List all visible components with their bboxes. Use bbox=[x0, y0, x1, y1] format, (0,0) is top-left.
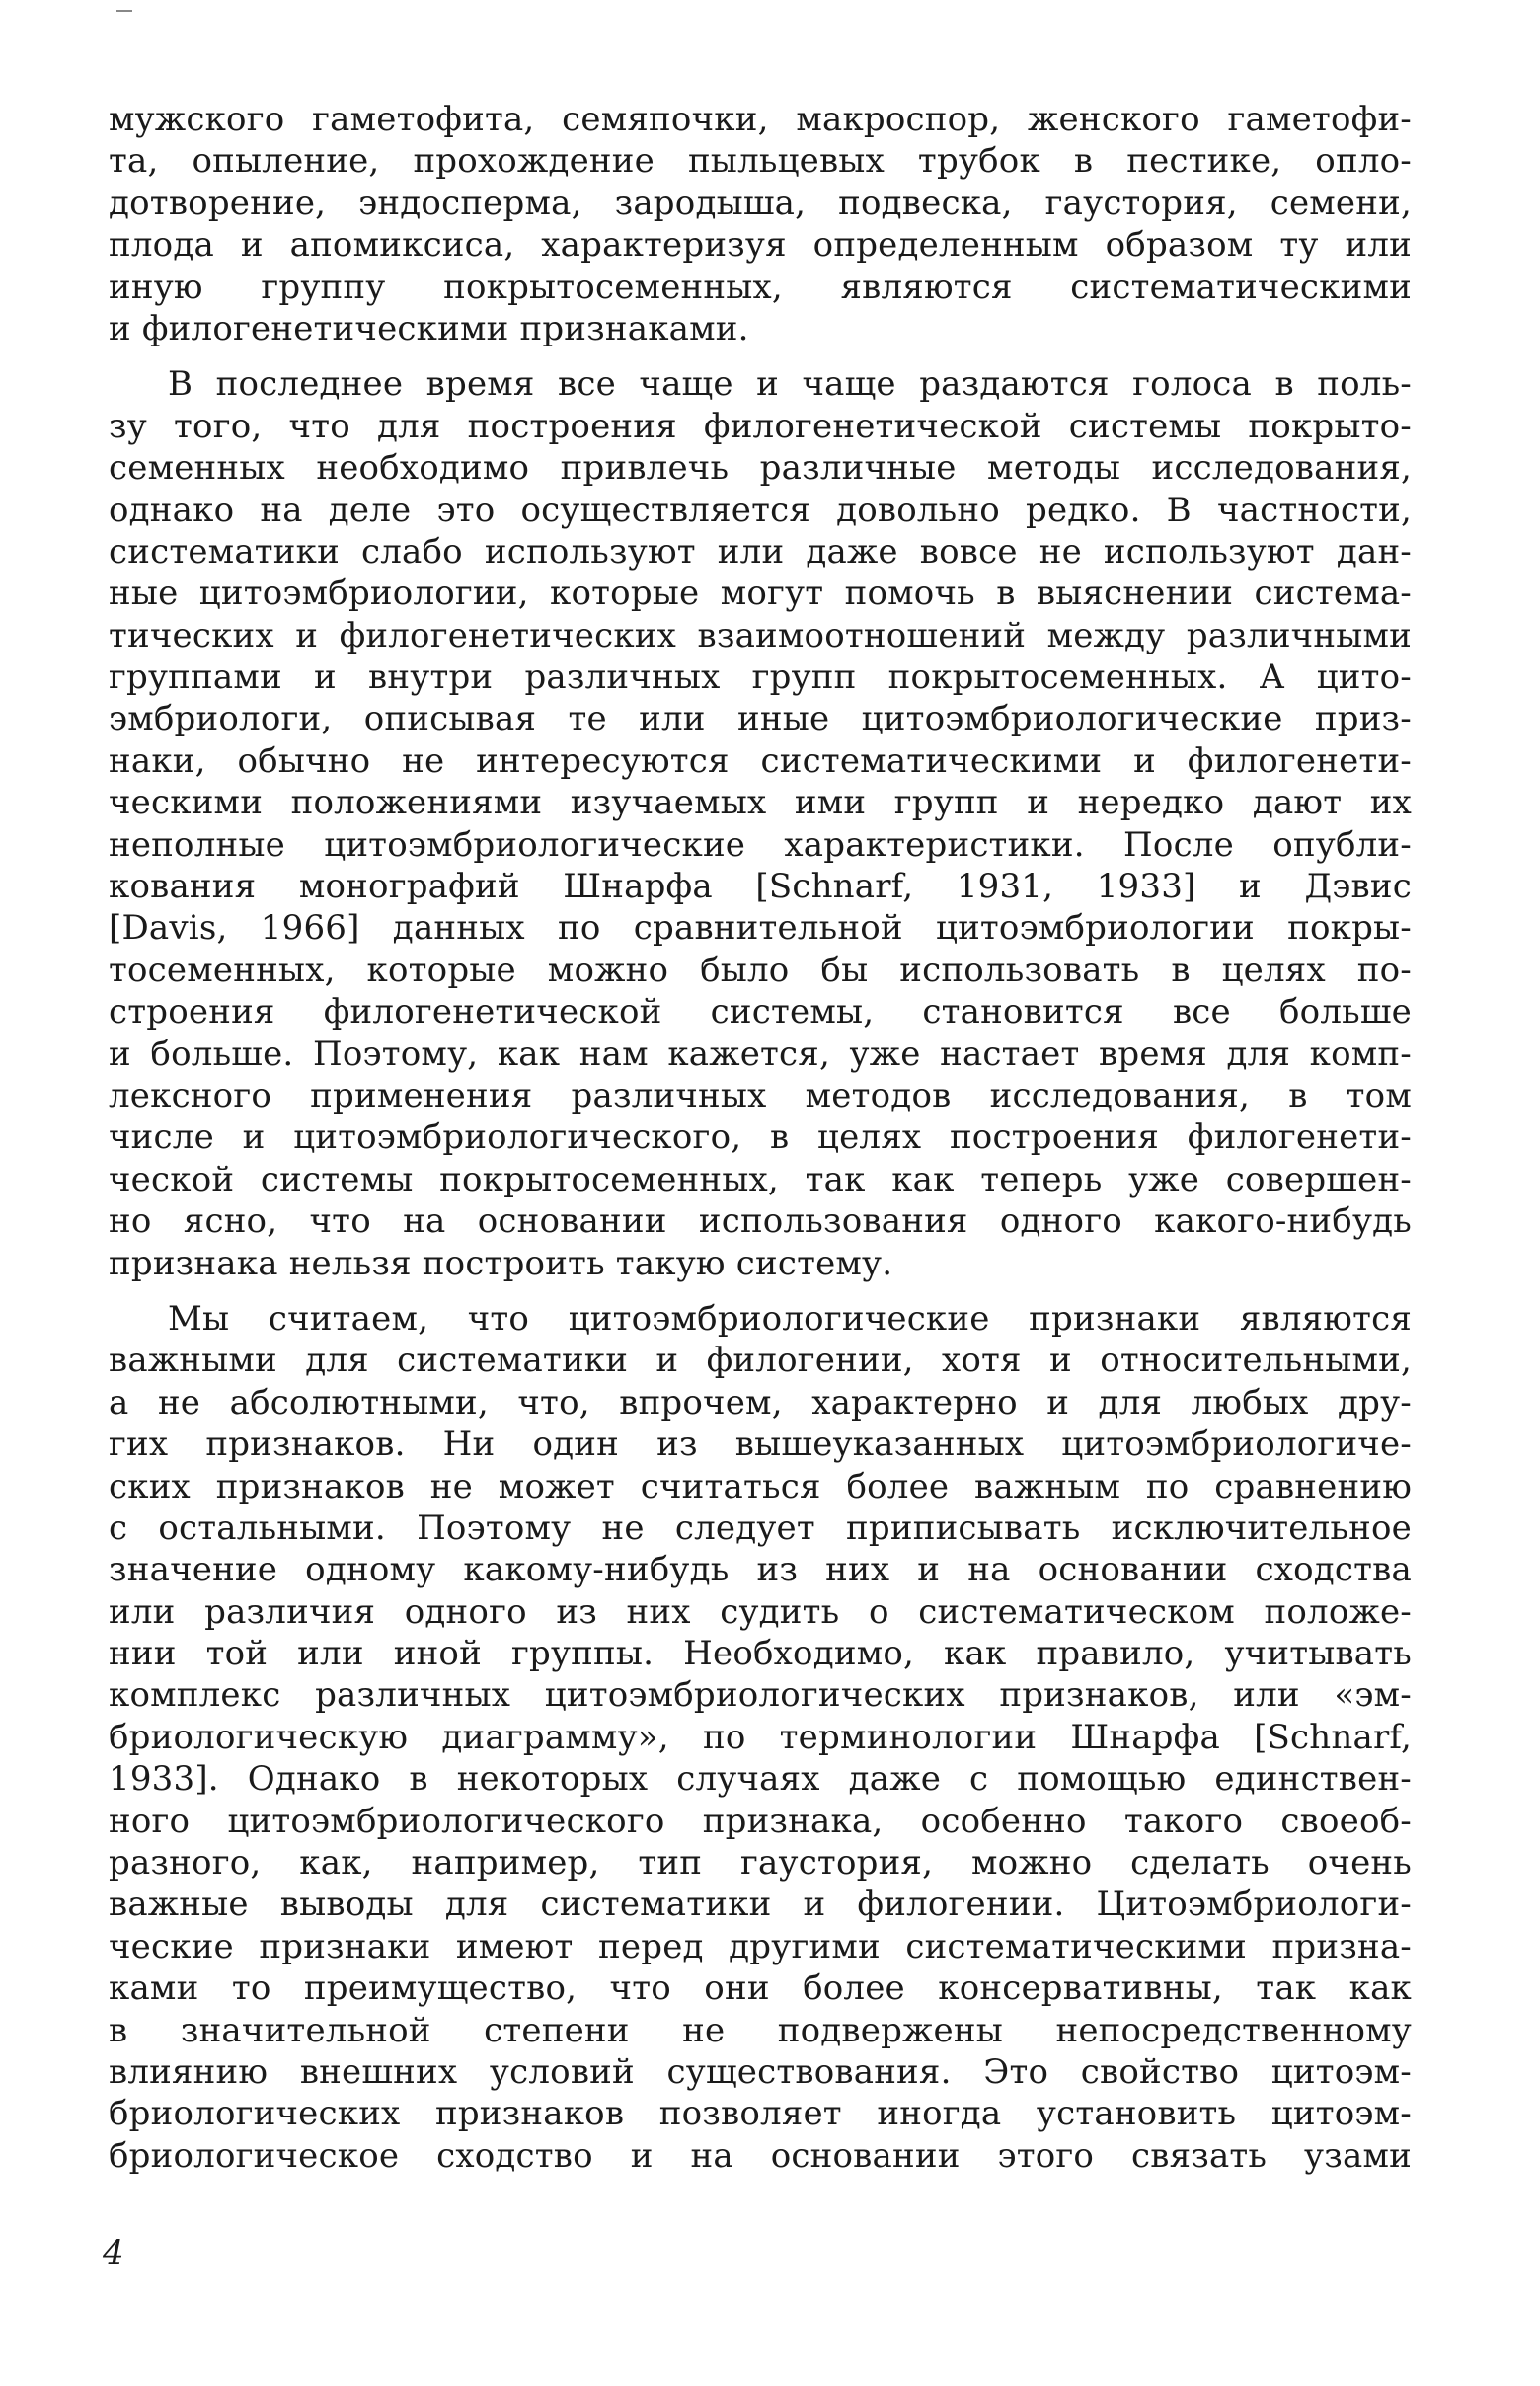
text-line: в значительной степени не подвержены непосредственному bbox=[109, 2010, 1412, 2050]
text-line: бриологическую диаграмму», по терминологии Шнарфа [Schnarf, bbox=[109, 1717, 1412, 1757]
text-line: числе и цитоэмбриологического, в целях построения филогенети- bbox=[109, 1117, 1412, 1158]
scan-speck-top bbox=[116, 10, 132, 12]
text-line: гих признаков. Ни один из вышеуказанных цитоэмбриологиче- bbox=[109, 1424, 1412, 1465]
text-line: та, опыление, прохождение пыльцевых трубок в пестике, опло- bbox=[109, 141, 1412, 182]
text-line: и филогенетическими признаками. bbox=[109, 308, 749, 348]
text-line: с остальными. Поэтому не следует приписывать исключительное bbox=[109, 1507, 1412, 1548]
text-line: Мы считаем, что цитоэмбриологические признаки являются bbox=[168, 1298, 1412, 1339]
text-line: лексного применения различных методов исследования, в том bbox=[109, 1075, 1412, 1116]
text-line: семенных необходимо привлечь различные методы исследования, bbox=[109, 448, 1412, 489]
text-line: признака нельзя построить такую систему. bbox=[109, 1243, 893, 1283]
text-line: влиянию внешних условий существования. Это свойство цитоэм- bbox=[109, 2051, 1412, 2092]
text-line: но ясно, что на основании использования одного какого-нибудь bbox=[109, 1201, 1412, 1242]
text-line: группами и внутри различных групп покрытосеменных. А цито- bbox=[109, 657, 1412, 698]
text-line: тосеменных, которые можно было бы использовать в целях по- bbox=[109, 950, 1412, 990]
text-line: наки, обычно не интересуются систематическими и филогенети- bbox=[109, 740, 1412, 781]
text-line: ческие признаки имеют перед другими систематическими призна- bbox=[109, 1926, 1412, 1966]
text-line: а не абсолютными, что, впрочем, характерно и для любых дру- bbox=[109, 1382, 1412, 1423]
paragraph-recent-voices bbox=[109, 363, 1412, 1284]
page-number: 4 bbox=[103, 2233, 124, 2272]
text-line: важные выводы для систематики и филогении. Цитоэмбриологи- bbox=[109, 1885, 1412, 1925]
text-line: комплекс различных цитоэмбриологических признаков, или «эм- bbox=[109, 1675, 1412, 1716]
text-line: и больше. Поэтому, как нам кажется, уже настает время для комп- bbox=[109, 1034, 1412, 1074]
text-line: ских признаков не может считаться более важным по сравнению bbox=[109, 1466, 1412, 1506]
paragraph-gap bbox=[109, 349, 1412, 363]
text-line: нии той или иной группы. Необходимо, как правило, учитывать bbox=[109, 1634, 1412, 1674]
text-line: строения филогенетической системы, становится все больше bbox=[109, 992, 1412, 1033]
text-line: иную группу покрытосеменных, являются систематическими bbox=[109, 267, 1412, 307]
text-line: тических и филогенетических взаимоотношений между различными bbox=[109, 615, 1412, 655]
text-line: 1933]. Однако в некоторых случаях даже с помощью единствен- bbox=[109, 1759, 1412, 1800]
text-line: ные цитоэмбриологии, которые могут помочь в выяснении система- bbox=[109, 574, 1412, 614]
paragraph-gap bbox=[109, 1284, 1412, 1298]
text-line: эмбриологи, описывая те или иные цитоэмбриологические приз- bbox=[109, 699, 1412, 739]
text-line: ческими положениями изучаемых ими групп и нередко дают их bbox=[109, 783, 1412, 823]
text-line: дотворение, эндосперма, зародыша, подвеска, гаустория, семени, bbox=[109, 183, 1412, 223]
text-line: значение одному какому-нибудь из них и на основании сходства bbox=[109, 1550, 1412, 1590]
text-line: однако на деле это осуществляется довольно редко. В частности, bbox=[109, 490, 1412, 530]
text-line: ками то преимущество, что они более консервативны, так как bbox=[109, 1968, 1412, 2009]
text-line: ческой системы покрытосеменных, так как теперь уже совершен- bbox=[109, 1159, 1412, 1199]
text-line: неполные цитоэмбриологические характеристики. После опубли- bbox=[109, 824, 1412, 865]
text-line: мужского гаметофита, семяпочки, макроспор, женского гаметофи- bbox=[109, 100, 1412, 139]
text-line: плода и апомиксиса, характеризуя определенным образом ту или bbox=[109, 225, 1412, 266]
text-line: В последнее время все чаще и чаще раздаются голоса в поль- bbox=[168, 364, 1412, 405]
text-line: разного, как, например, тип гаустория, можно сделать очень bbox=[109, 1843, 1412, 1884]
text-line: [Davis, 1966] данных по сравнительной цитоэмбриологии покры- bbox=[109, 908, 1412, 949]
paragraph-continuation bbox=[109, 99, 1412, 349]
text-line: кования монографий Шнарфа [Schnarf, 1931, 1933] и Дэвис bbox=[109, 867, 1412, 907]
page-text bbox=[109, 99, 1412, 2177]
text-line: бриологическое сходство и на основании этого связать узами bbox=[109, 2135, 1412, 2176]
text-line: зу того, что для построения филогенетической системы покрыто- bbox=[109, 406, 1412, 446]
text-line: или различия одного из них судить о систематическом положе- bbox=[109, 1591, 1412, 1632]
text-line: систематики слабо используют или даже вовсе не используют дан- bbox=[109, 531, 1412, 572]
text-line: важными для систематики и филогении, хотя и относительными, bbox=[109, 1341, 1412, 1381]
text-line: бриологических признаков позволяет иногда установить цитоэм- bbox=[109, 2094, 1412, 2134]
paragraph-we-consider bbox=[109, 1298, 1412, 2177]
text-line: ного цитоэмбриологического признака, особенно такого своеоб- bbox=[109, 1801, 1412, 1841]
